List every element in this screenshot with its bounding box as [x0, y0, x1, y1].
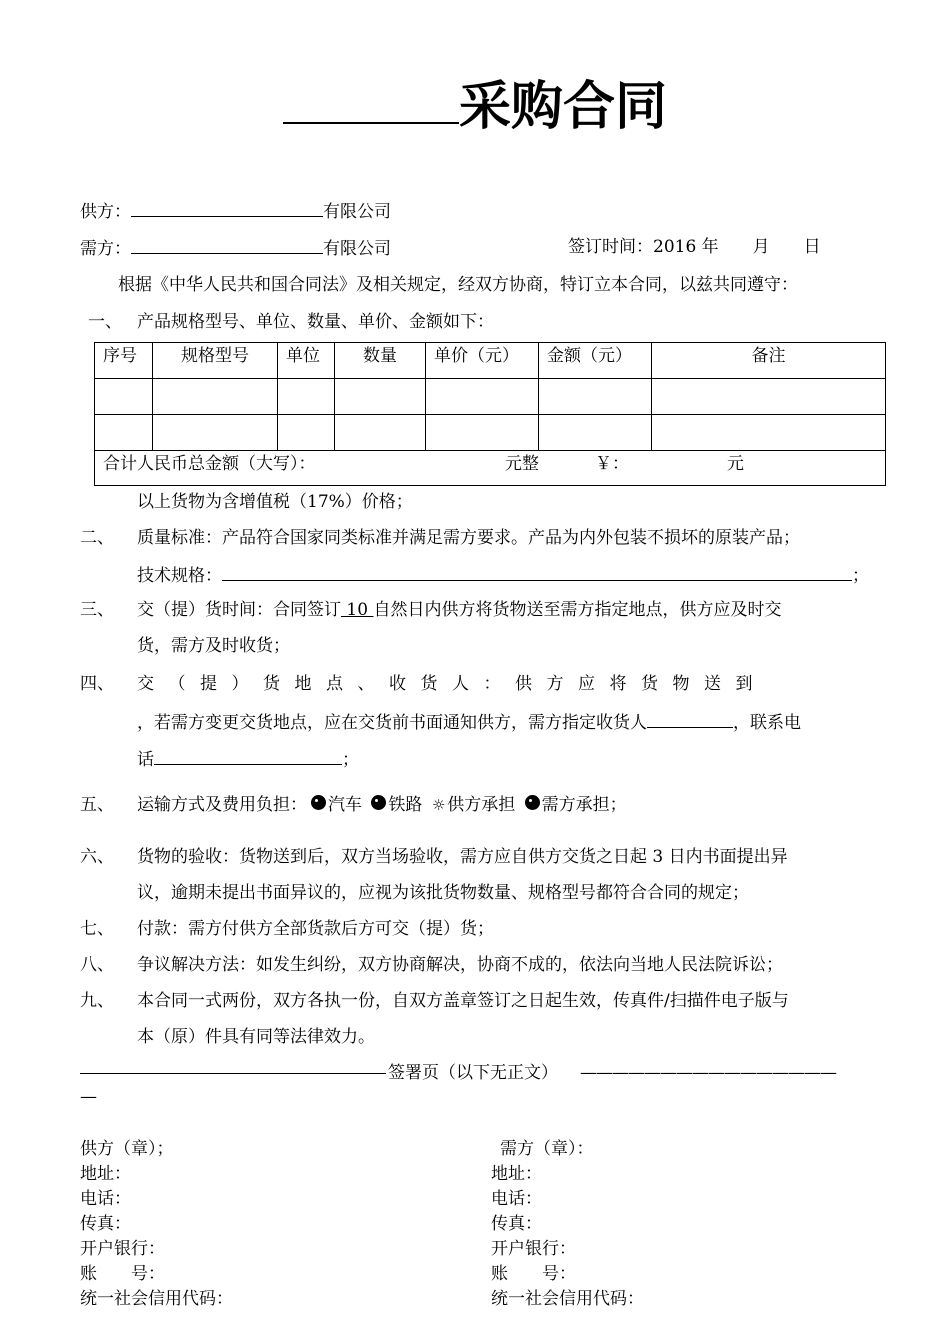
- section7-number: 七、: [80, 919, 114, 939]
- table-cell[interactable]: [95, 379, 153, 415]
- contract-title: [0, 72, 950, 139]
- option-buyer-pays: 需方承担；: [541, 795, 627, 815]
- header-cell-unit-price: 单价（元）: [426, 343, 539, 379]
- supplier-seal: 供方（章）；: [80, 1139, 174, 1159]
- header-cell-model: 规格型号: [153, 343, 278, 379]
- tech-spec-line: 技术规格： ；: [137, 562, 869, 588]
- divider-tail: —: [80, 1087, 97, 1107]
- signature-divider-label: 签署页（以下无正文）: [388, 1063, 558, 1083]
- table-cell[interactable]: [426, 379, 539, 415]
- table-cell[interactable]: [426, 415, 539, 451]
- section8-number: 八、: [80, 955, 114, 975]
- table-cell[interactable]: [153, 415, 278, 451]
- total-yuan-label: 元整: [505, 454, 539, 474]
- table-total-row: [95, 451, 886, 486]
- header-cell-unit: 单位: [278, 343, 335, 379]
- receiver-field[interactable]: [647, 709, 733, 728]
- supplier-name-field[interactable]: [131, 198, 323, 217]
- buyer-bank: 开户银行：: [491, 1239, 576, 1259]
- table-cell[interactable]: [335, 379, 426, 415]
- section5-line: 运输方式及费用负担： 汽车 铁路 ☼ 供方承担 需方承担；: [137, 795, 627, 815]
- supplier-account: 账 号：: [80, 1264, 165, 1284]
- section7-text: 付款：需方付供方全部货款后方可交（提）货；: [137, 919, 494, 939]
- buyer-seal: 需方（章）：: [500, 1139, 594, 1159]
- contact-phone-field[interactable]: [154, 746, 342, 765]
- section6-line2: 议，逾期未提出书面异议的，应视为该批货物数量、规格型号都符合合同的规定；: [137, 883, 749, 903]
- title-blank[interactable]: [283, 72, 459, 124]
- table-cell[interactable]: [539, 379, 652, 415]
- radio-truck-icon[interactable]: [311, 795, 326, 810]
- buyer-name-field[interactable]: [131, 235, 323, 254]
- supplier-fax: 传真：: [80, 1214, 131, 1234]
- table-cell[interactable]: [278, 379, 335, 415]
- option-railway: 铁路: [388, 795, 423, 815]
- buyer-account: 账 号：: [491, 1264, 576, 1284]
- total-yuan2-label: 元: [727, 454, 744, 474]
- radio-buyer-pays-icon[interactable]: [525, 795, 540, 810]
- radio-railway-icon[interactable]: [371, 795, 386, 810]
- table-cell[interactable]: [278, 415, 335, 451]
- total-symbol: ￥：: [595, 454, 629, 474]
- tax-note: 以上货物为含增值税（17%）价格；: [137, 492, 413, 512]
- supplier-phone: 电话：: [80, 1189, 131, 1209]
- section1-number: 一、: [88, 312, 122, 332]
- option-truck: 汽车: [328, 795, 362, 815]
- table-row: [95, 415, 886, 451]
- radio-supplier-pays-icon[interactable]: ☼: [431, 796, 446, 814]
- option-supplier-pays: 供方承担: [447, 795, 516, 815]
- section8-text: 争议解决方法：如发生纠纷，双方协商解决，协商不成的，依法向当地人民法院诉讼；: [137, 955, 783, 975]
- buyer-address: 地址：: [491, 1164, 542, 1184]
- table-header-row: [95, 343, 886, 379]
- total-label: 合计人民币总金额（大写）：: [103, 454, 316, 474]
- table-cell[interactable]: [95, 415, 153, 451]
- buyer-line: 需方： 有限公司: [80, 235, 391, 261]
- supplier-bank: 开户银行：: [80, 1239, 165, 1259]
- table-cell[interactable]: [153, 379, 278, 415]
- section5-number: 五、: [80, 795, 114, 815]
- sign-date: 签订时间：2016 年 月 日: [568, 237, 821, 257]
- section4-line2: ，若需方变更交货地点，应在交货前书面通知供方，需方指定收货人 ，联系电: [137, 709, 801, 735]
- section3-number: 三、: [80, 600, 114, 620]
- section4-number: 四、: [80, 674, 114, 694]
- title-text: 采购合同: [458, 76, 667, 137]
- items-table: [94, 342, 886, 486]
- divider-left-line: [80, 1073, 386, 1074]
- buyer-credit-code: 统一社会信用代码：: [491, 1289, 644, 1309]
- buyer-fax: 传真：: [491, 1214, 542, 1234]
- section9-line2: 本（原）件具有同等法律效力。: [137, 1027, 375, 1047]
- supplier-credit-code: 统一社会信用代码：: [80, 1289, 233, 1309]
- section2-text: 质量标准：产品符合国家同类标准并满足需方要求。产品为内外包装不损坏的原装产品；: [137, 528, 800, 548]
- supplier-line: 供方： 有限公司: [80, 198, 391, 224]
- delivery-days-field[interactable]: 10: [341, 600, 374, 620]
- table-cell[interactable]: [652, 379, 886, 415]
- table-row: [95, 379, 886, 415]
- section4-line3: 话 ；: [137, 746, 359, 772]
- header-cell-remark: 备注: [652, 343, 886, 379]
- buyer-phone: 电话：: [491, 1189, 542, 1209]
- table-cell[interactable]: [335, 415, 426, 451]
- tech-spec-field[interactable]: [222, 562, 852, 581]
- section1-text: 产品规格型号、单位、数量、单价、金额如下：: [137, 312, 494, 332]
- supplier-address: 地址：: [80, 1164, 131, 1184]
- table-cell[interactable]: [652, 415, 886, 451]
- section6-line1: 货物的验收：货物送到后，双方当场验收，需方应自供方交货之日起 3 日内书面提出异: [137, 847, 788, 867]
- section2-number: 二、: [80, 528, 114, 548]
- divider-right-dashes: ————————————————: [580, 1063, 836, 1083]
- section3-line2: 货，需方及时收货；: [137, 636, 290, 656]
- section9-line1: 本合同一式两份，双方各执一份，自双方盖章签订之日起生效，传真件/扫描件电子版与: [137, 991, 789, 1011]
- intro-paragraph: 根据《中华人民共和国合同法》及相关规定，经双方协商，特订立本合同，以兹共同遵守：: [118, 275, 798, 295]
- header-cell-quantity: 数量: [335, 343, 426, 379]
- table-cell[interactable]: [539, 415, 652, 451]
- section3-line1: 交（提）货时间：合同签订 10 自然日内供方将货物送至需方指定地点，供方应及时交: [137, 600, 782, 620]
- section4-line1: 交（提）货地点、收货人：供方应将货物送到: [137, 674, 767, 694]
- header-cell-amount: 金额（元）: [539, 343, 652, 379]
- total-cell[interactable]: [95, 451, 886, 486]
- section9-number: 九、: [80, 991, 114, 1011]
- section6-number: 六、: [80, 847, 114, 867]
- header-cell-index: 序号: [95, 343, 153, 379]
